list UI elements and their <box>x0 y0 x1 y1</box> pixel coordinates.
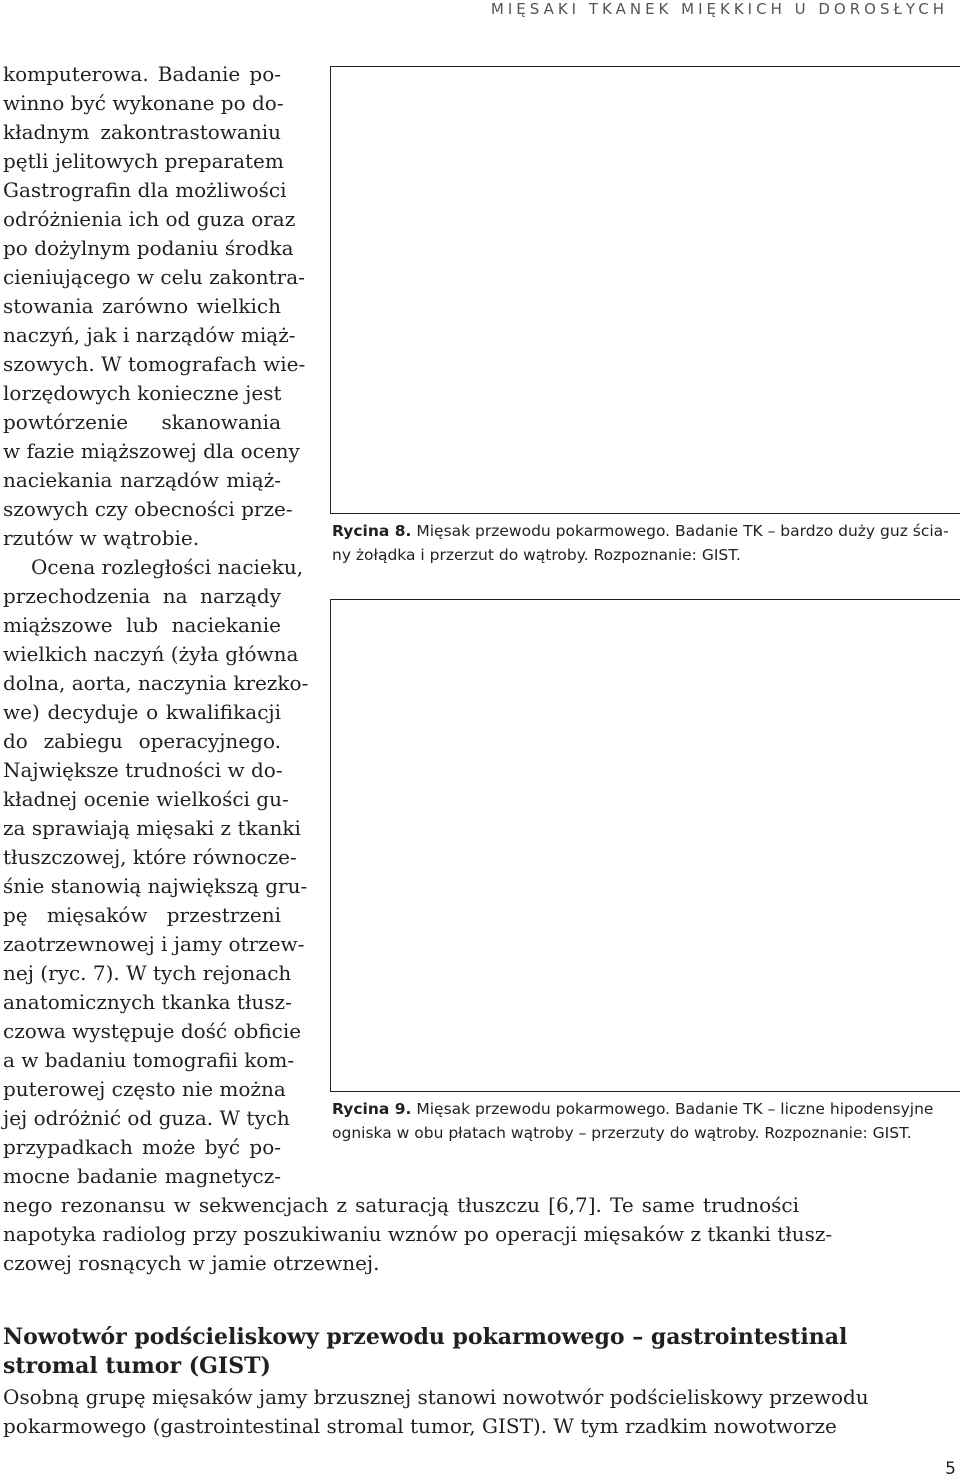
text-line: pę mięsaków przestrzeni <box>3 903 281 927</box>
text-line: Gastrografin dla możliwości <box>3 178 287 202</box>
text-line: za sprawiają mięsaki z tkanki <box>3 816 301 840</box>
text-line: czowa występuje dość obficie <box>3 1019 302 1043</box>
text-line: winno być wykonane po do- <box>3 91 284 115</box>
section-text-line: Osobną grupę mięsaków jamy brzusznej stanowi nowotwór podścieliskowy przewodu <box>3 1385 869 1409</box>
figure-9-caption-line <box>332 1097 933 1122</box>
text-line: we) decyduje o kwalifikacji <box>3 700 281 724</box>
text-line: dolna, aorta, naczynia krezko- <box>3 671 309 695</box>
text-line: rzutów w wątrobie. <box>3 526 200 550</box>
running-title: MIĘSAKI TKANEK MIĘKKICH U DOROSŁYCH <box>490 0 948 18</box>
text-line: stowania zarówno wielkich <box>3 294 281 318</box>
section-heading: Nowotwór podścieliskowy przewodu pokarmowego – gastrointestinal <box>3 1324 848 1350</box>
figure-9-caption-text: Mięsak przewodu pokarmowego. Badanie TK – liczne hipodensyjne <box>416 1100 934 1118</box>
text-line: anatomicznych tkanka tłusz- <box>3 990 292 1014</box>
text-line: puterowej często nie można <box>3 1077 286 1101</box>
text-line: przypadkach może być po- <box>3 1135 281 1159</box>
text-line: po dożylnym podaniu środka <box>3 236 294 260</box>
figure-8-caption-text: ny żołądka i przerzut do wątroby. Rozpoznanie: GIST. <box>332 546 741 564</box>
figure-8-label: Rycina 8. <box>332 522 412 540</box>
text-line: kładnej ocenie wielkości gu- <box>3 787 289 811</box>
text-line: do zabiegu operacyjnego. <box>3 729 281 753</box>
text-line: mocne badanie magnetycz- <box>3 1164 281 1188</box>
text-line: nej (ryc. 7). W tych rejonach <box>3 961 292 985</box>
figure-8-caption-text: Mięsak przewodu pokarmowego. Badanie TK – bardzo duży guz ścia- <box>416 522 949 540</box>
text-line: jej odróżnić od guza. W tych <box>3 1106 290 1130</box>
text-line: naczyń, jak i narządów miąż- <box>3 323 296 347</box>
text-line: naciekania narządów miąż- <box>3 468 281 492</box>
text-line: wielkich naczyń (żyła główna <box>3 642 299 666</box>
text-line: miąższowe lub naciekanie <box>3 613 281 637</box>
page-number: 5 <box>945 1459 956 1479</box>
text-line: zaotrzewnowej i jamy otrzew- <box>3 932 305 956</box>
figure-9-label: Rycina 9. <box>332 1100 412 1118</box>
text-line: tłuszczowej, które równocze- <box>3 845 297 869</box>
text-line: a w badaniu tomografii kom- <box>3 1048 295 1072</box>
paragraph-first-line: Ocena rozległości nacieku, <box>31 555 304 579</box>
text-line-full: napotyka radiolog przy poszukiwaniu wznów po operacji mięsaków z tkanki tłusz- <box>3 1222 833 1246</box>
text-line: przechodzenia na narządy <box>3 584 281 608</box>
figure-8-caption-line <box>332 519 949 544</box>
text-line: lorzędowych konieczne jest <box>3 381 282 405</box>
text-line: śnie stanowią największą gru- <box>3 874 308 898</box>
text-line-full: nego rezonansu w sekwencjach z saturacją tłuszczu [6,7]. Te same trudności <box>3 1193 799 1217</box>
text-line: w fazie miąższowej dla oceny <box>3 439 300 463</box>
text-line-full: czowej rosnących w jamie otrzewnej. <box>3 1251 380 1275</box>
text-line: szowych. W tomografach wie- <box>3 352 306 376</box>
text-line: odróżnienia ich od guza oraz <box>3 207 296 231</box>
section-heading: stromal tumor (GIST) <box>3 1353 271 1379</box>
text-line: kładnym zakontrastowaniu <box>3 120 281 144</box>
text-line: pętli jelitowych preparatem <box>3 149 284 173</box>
figure-9-caption-text: ogniska w obu płatach wątroby – przerzuty do wątroby. Rozpoznanie: GIST. <box>332 1124 912 1142</box>
text-line: cieniującego w celu zakontra- <box>3 265 305 289</box>
text-line: komputerowa. Badanie po- <box>3 62 281 86</box>
section-text-line: pokarmowego (gastrointestinal stromal tumor, GIST). W tym rzadkim nowotworze <box>3 1414 837 1438</box>
text-line: Największe trudności w do- <box>3 758 283 782</box>
figure-9-image <box>330 599 960 1092</box>
figure-8-image <box>330 66 960 514</box>
text-line: szowych czy obecności prze- <box>3 497 293 521</box>
text-line: powtórzenie skanowania <box>3 410 281 434</box>
